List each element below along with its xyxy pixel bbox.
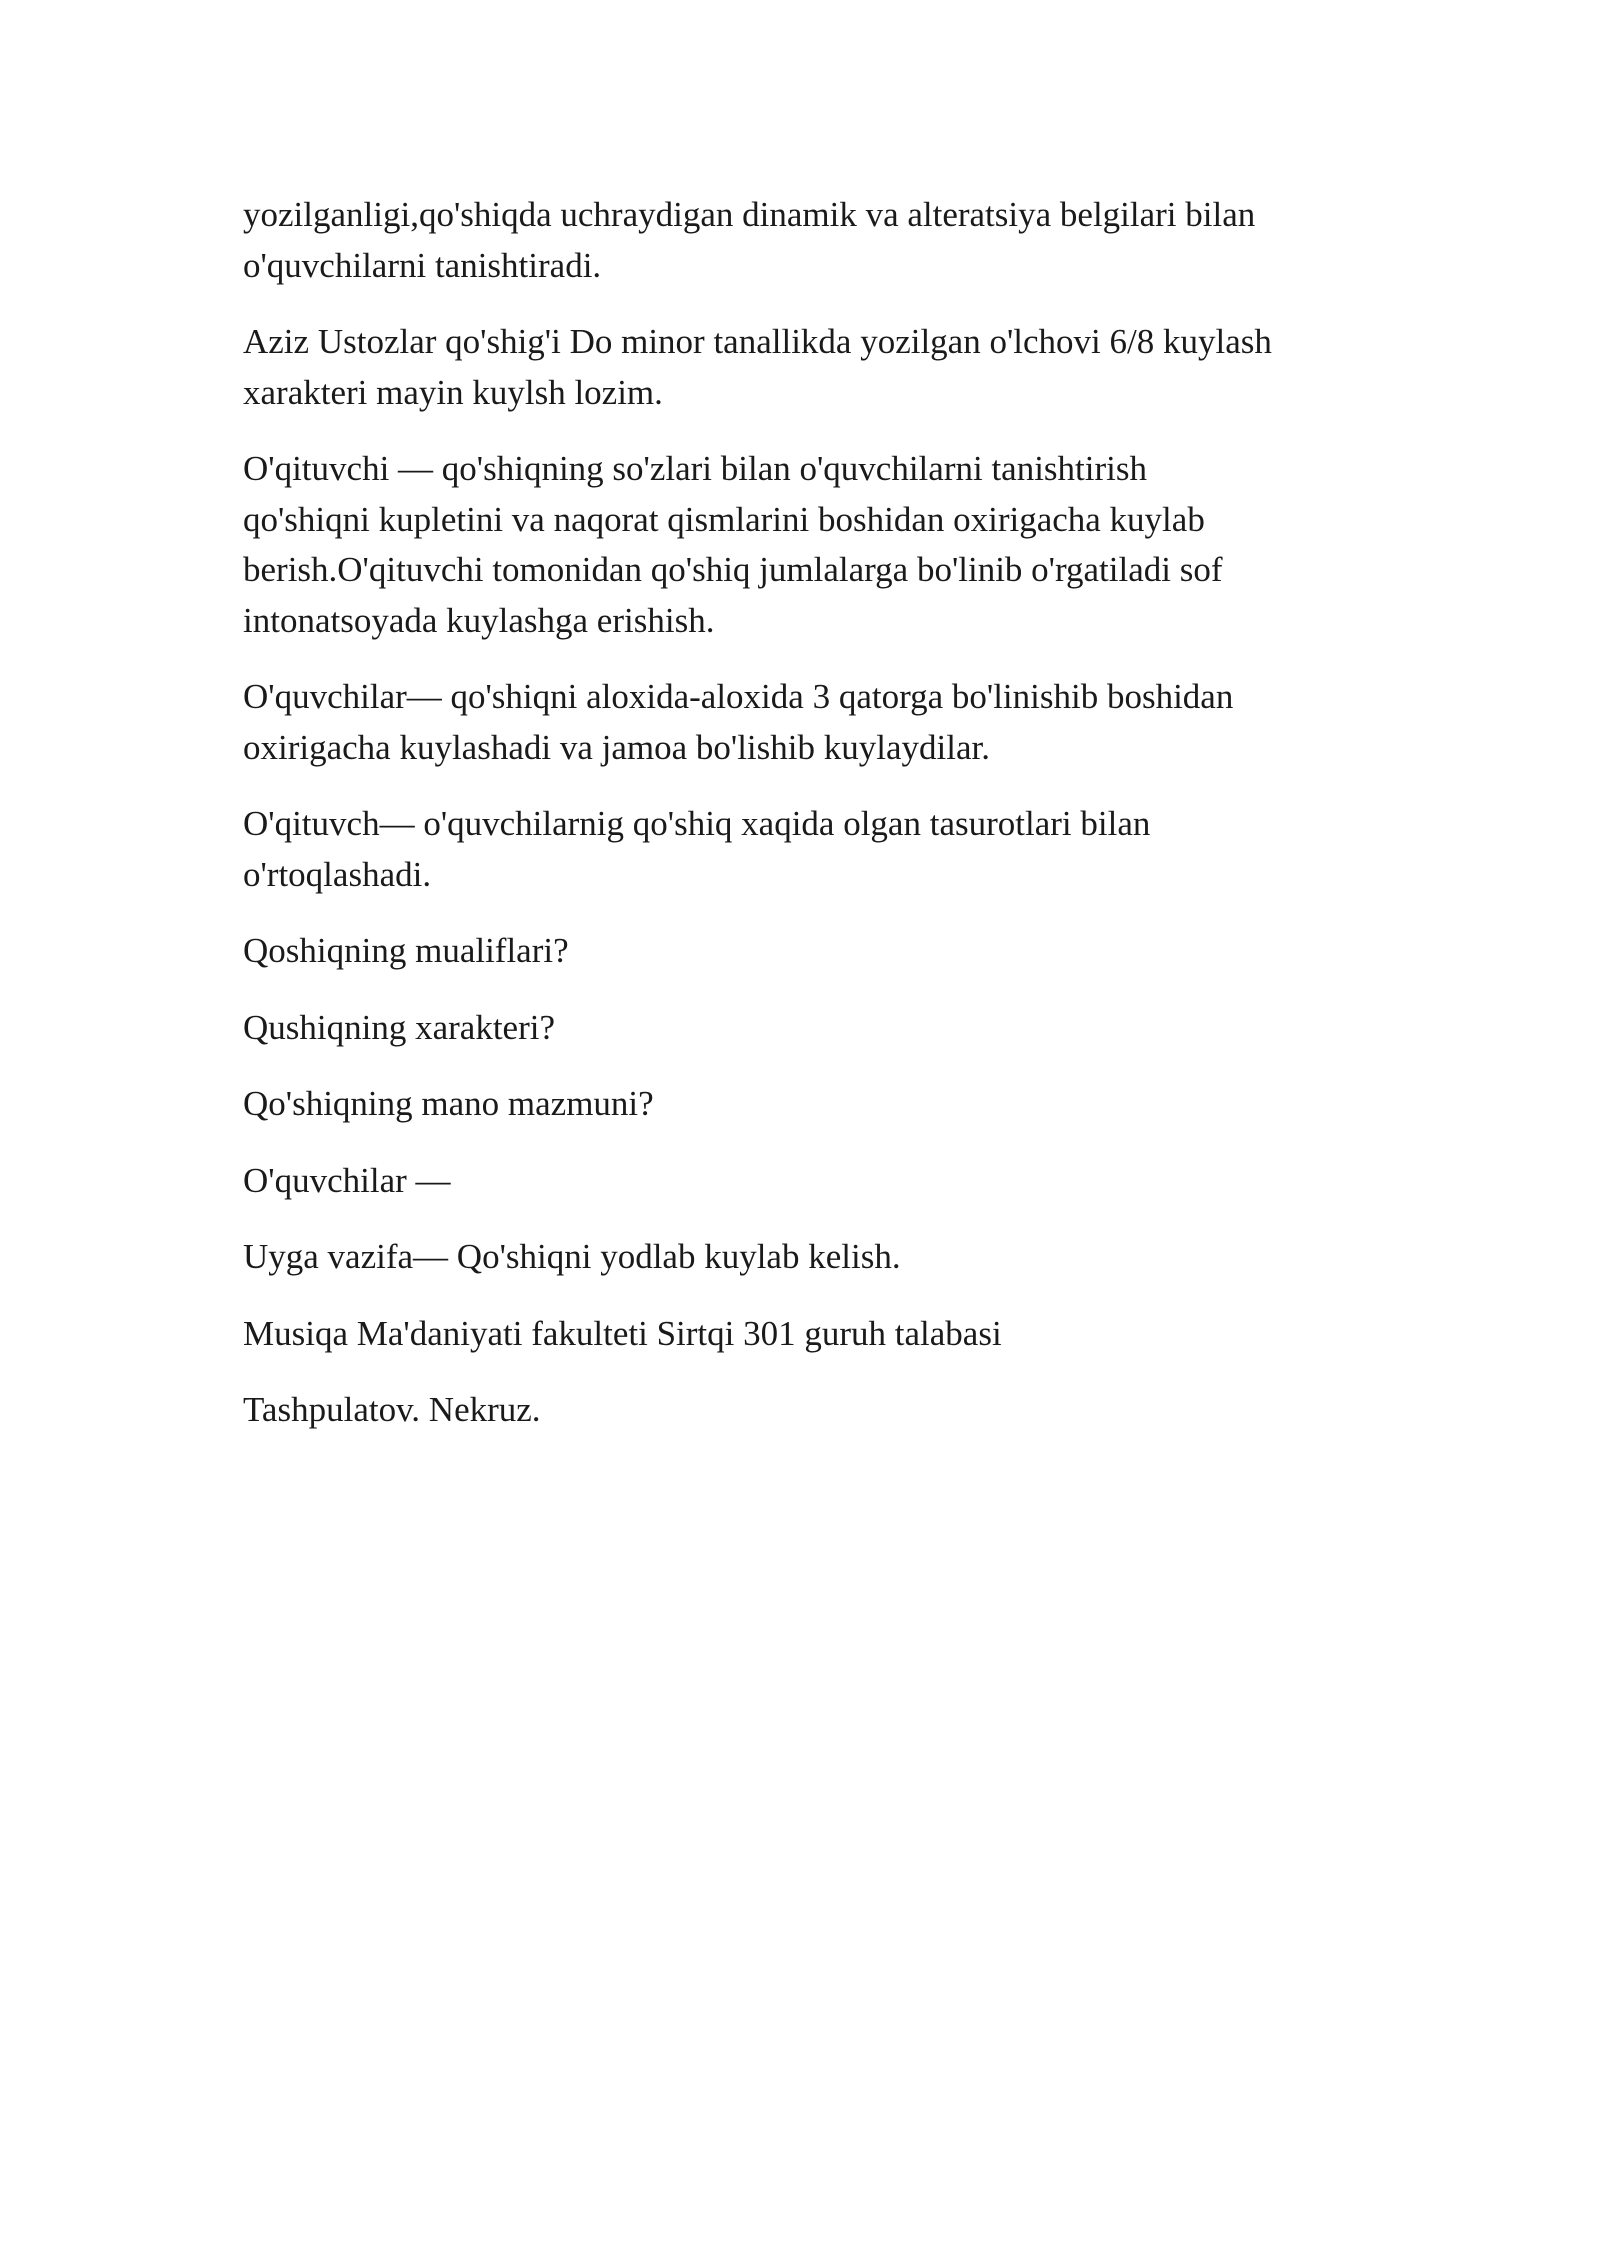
paragraph-line: o'quvchilarni tanishtiradi. <box>243 245 602 285</box>
paragraph-line: Musiqa Ma'daniyati fakulteti Sirtqi 301 guruh talabasi <box>243 1313 1002 1353</box>
document-body <box>243 190 1383 1462</box>
paragraph-line: berish.O'qituvchi tomonidan qo'shiq jumlalarga bo'linib o'rgatiladi sof <box>243 550 1223 589</box>
question-meaning <box>243 1079 1383 1130</box>
paragraph-line: O'quvchilar— qo'shiqni aloxida-aloxida 3 qatorga bo'linishib boshidan <box>243 677 1234 716</box>
paragraph-author-affiliation <box>243 1309 1383 1360</box>
paragraph-line: oxirigacha kuylashadi va jamoa bo'lishib kuylaydilar. <box>243 727 990 767</box>
paragraph-students-activity <box>243 672 1383 773</box>
paragraph-line: intonatsoyada kuylashga erishish. <box>243 600 715 640</box>
paragraph-song-description <box>243 317 1383 418</box>
question-authors <box>243 926 1383 977</box>
paragraph-students-answer <box>243 1156 1383 1207</box>
paragraph-teacher-activity <box>243 444 1383 646</box>
paragraph-line: Uyga vazifa— Qo'shiqni yodlab kuylab kelish. <box>243 1237 901 1276</box>
paragraph-line: Tashpulatov. Nekruz. <box>243 1390 541 1429</box>
paragraph-line: O'qituvch— o'quvchilarnig qo'shiq xaqida olgan tasurotlari bilan <box>243 804 1151 843</box>
paragraph-homework <box>243 1232 1383 1283</box>
paragraph-line: O'qituvchi — qo'shiqning so'zlari bilan o'quvchilarni tanishtirish <box>243 449 1148 488</box>
paragraph-line: qo'shiqni kupletini va naqorat qismlarini boshidan oxirigacha kuylab <box>243 499 1205 539</box>
paragraph-line: o'rtoqlashadi. <box>243 854 432 894</box>
paragraph-line: O'quvchilar — <box>243 1160 451 1200</box>
paragraph-line: Aziz Ustozlar qo'shig'i Do minor tanallikda yozilgan o'lchovi 6/8 kuylash <box>243 322 1272 361</box>
paragraph-line: Qo'shiqning mano mazmuni? <box>243 1084 654 1123</box>
paragraph-teacher-discussion <box>243 799 1383 900</box>
question-character <box>243 1003 1383 1054</box>
paragraph-line: yozilganligi,qo'shiqda uchraydigan dinamik va alteratsiya belgilari bilan <box>243 195 1256 234</box>
paragraph-intro <box>243 190 1383 291</box>
paragraph-author-name <box>243 1385 1383 1436</box>
paragraph-line: Qushiqning xarakteri? <box>243 1007 555 1047</box>
paragraph-line: Qoshiqning mualiflari? <box>243 931 569 970</box>
paragraph-line: xarakteri mayin kuylsh lozim. <box>243 372 663 412</box>
